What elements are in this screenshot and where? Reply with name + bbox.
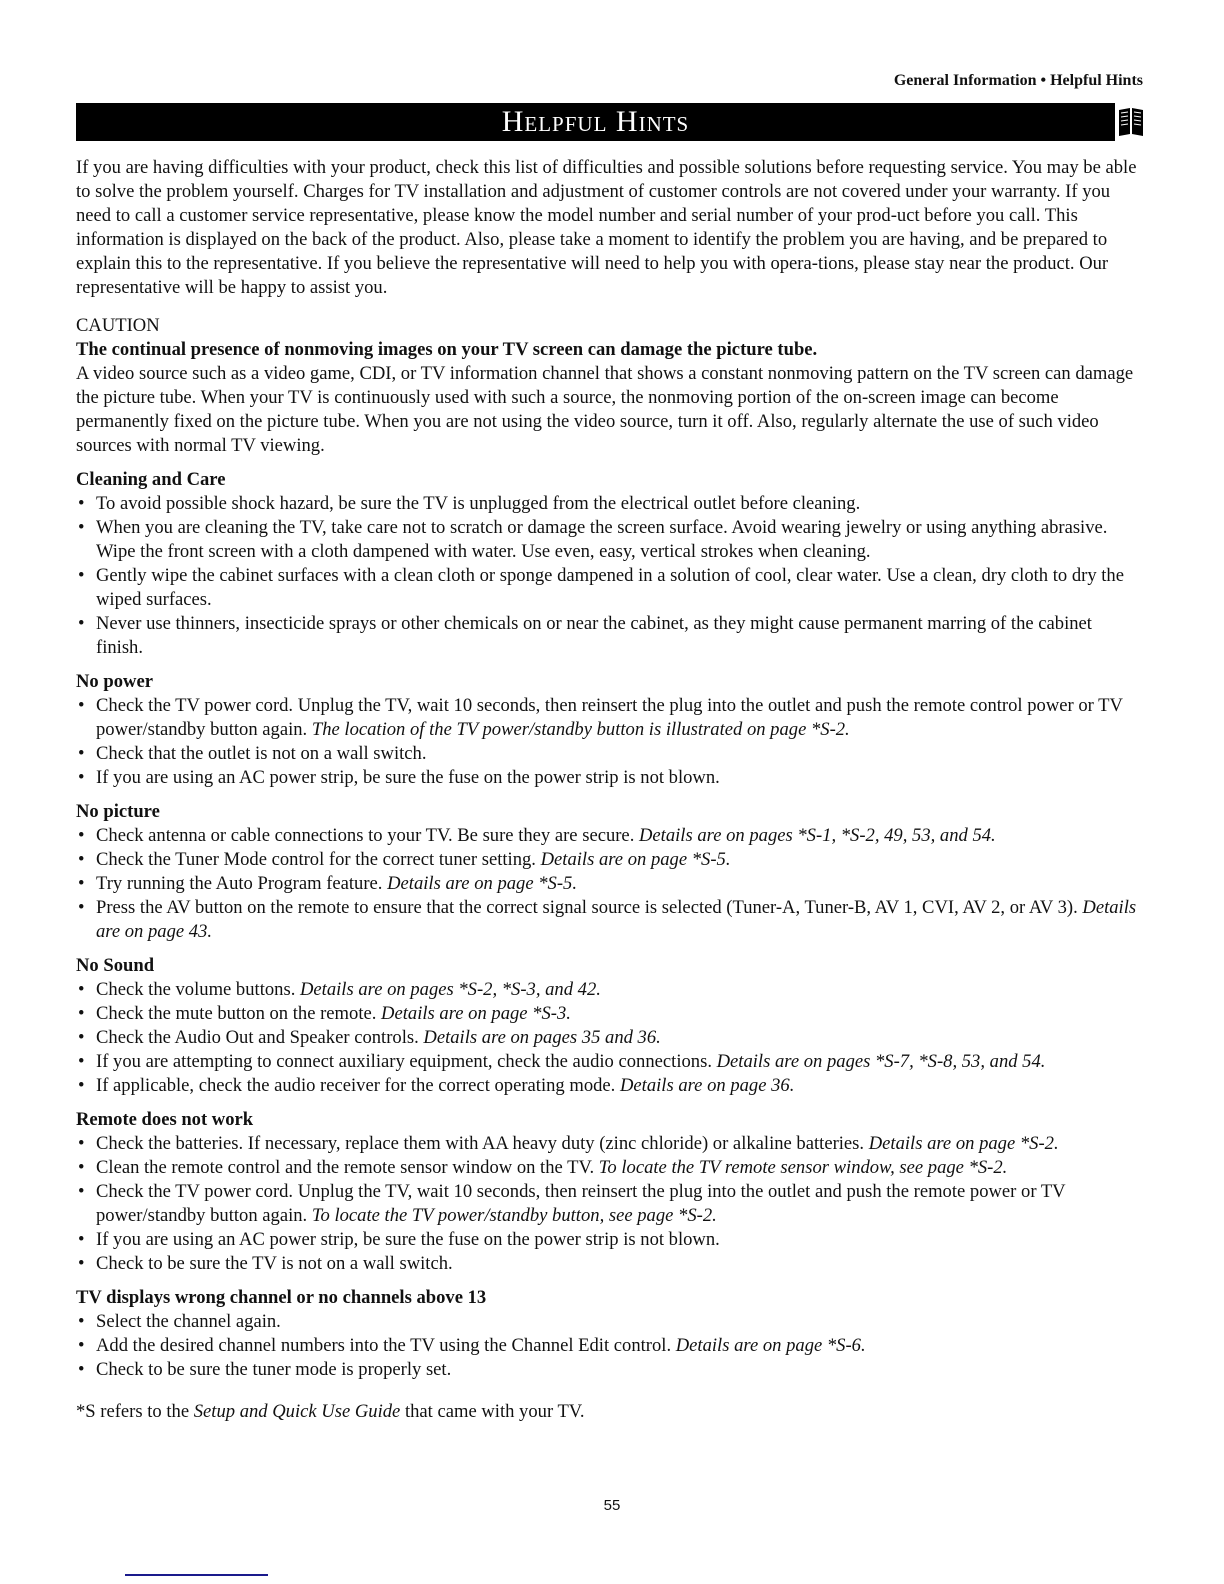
list-item xyxy=(76,978,1142,1002)
footnote-prefix: *S refers to the xyxy=(76,1401,190,1422)
list-item xyxy=(76,564,1142,612)
caution-section xyxy=(76,314,1142,458)
item-text: Check that the outlet is not on a wall switch. xyxy=(96,743,427,764)
list-item xyxy=(76,848,1142,872)
list-item xyxy=(76,742,1142,766)
section-heading: TV displays wrong channel or no channels above 13 xyxy=(76,1287,487,1308)
section xyxy=(76,800,1142,944)
bullet-list xyxy=(76,694,1142,790)
item-text: Check the volume buttons. xyxy=(96,979,296,1000)
list-item xyxy=(76,1228,1142,1252)
item-text: Try running the Auto Program feature. xyxy=(96,873,383,894)
page-reference: Details are on pages *S-2, *S-3, and 42. xyxy=(300,979,601,1000)
bullet-list xyxy=(76,824,1142,944)
footnote-suffix: that came with your TV. xyxy=(404,1401,585,1422)
title-bar xyxy=(76,103,1115,141)
footnote-guide-title: Setup and Quick Use Guide xyxy=(193,1401,401,1422)
page-reference: Details are on pages *S-1, *S-2, 49, 53, and 54. xyxy=(639,825,996,846)
list-item xyxy=(76,1002,1142,1026)
page-reference: Details are on page *S-3. xyxy=(381,1003,571,1024)
page-reference: Details are on page 43. xyxy=(96,897,1137,942)
page-reference: Details are on page 36. xyxy=(619,1075,795,1096)
list-item xyxy=(76,1026,1142,1050)
page-title: Helpful Hints xyxy=(501,105,690,138)
list-item xyxy=(76,1074,1142,1098)
item-text: Clean the remote control and the remote sensor window on the TV. xyxy=(96,1157,595,1178)
item-text: When you are cleaning the TV, take care not to scratch or damage the screen surface. Avoid wearing jewelry or using anything abrasive. Wipe the front screen with a cloth dampened with water. Use even, easy, vertical strokes when cleaning. xyxy=(96,517,1108,562)
bullet-list xyxy=(76,1132,1142,1276)
section-heading: No picture xyxy=(76,801,160,822)
list-item xyxy=(76,694,1142,742)
book-icon xyxy=(1118,106,1144,138)
section xyxy=(76,468,1142,660)
section xyxy=(76,1108,1142,1276)
page-reference: Details are on page *S-2. xyxy=(868,1133,1059,1154)
list-item xyxy=(76,1358,1142,1382)
list-item xyxy=(76,492,1142,516)
item-text: Check the TV power cord. Unplug the TV, wait 10 seconds, then reinsert the plug into the outlet and push the remote control power or TV power/standby button again. xyxy=(96,695,1123,740)
item-text: Add the desired channel numbers into the TV using the Channel Edit control. xyxy=(96,1335,672,1356)
item-text: Never use thinners, insecticide sprays or other chemicals on or near the cabinet, as they might cause permanent marring of the cabinet finish. xyxy=(96,613,1092,658)
item-text: Select the channel again. xyxy=(96,1311,281,1332)
page-reference: The location of the TV power/standby button is illustrated on page *S-2. xyxy=(311,719,850,740)
list-item xyxy=(76,1310,1142,1334)
list-item xyxy=(76,1334,1142,1358)
item-text: If you are using an AC power strip, be sure the fuse on the power strip is not blown. xyxy=(96,1229,720,1250)
item-text: Check the TV power cord. Unplug the TV, wait 10 seconds, then reinsert the plug into the outlet and push the remote power or TV power/standby button again. xyxy=(96,1181,1066,1226)
page-reference: Details are on page *S-5. xyxy=(540,849,731,870)
page-reference: To locate the TV power/standby button, see page *S-2. xyxy=(311,1205,717,1226)
list-item xyxy=(76,1132,1142,1156)
item-text: If applicable, check the audio receiver for the correct operating mode. xyxy=(96,1075,616,1096)
list-item xyxy=(76,896,1142,944)
caution-text: A video source such as a video game, CDI, or TV information channel that shows a constant nonmoving pattern on the TV screen can damage the picture tube. When your TV is continuously used with such a source, the nonmoving portion of the on-screen image can become permanently fixed on the picture tube. When you are not using the video source, turn it off. Also, regularly alternate the use of such video sources with normal TV viewing. xyxy=(76,363,1134,456)
running-head: General Information • Helpful Hints xyxy=(893,72,1143,89)
list-item xyxy=(76,824,1142,848)
bullet-list xyxy=(76,1310,1142,1382)
item-text: Check the Tuner Mode control for the correct tuner setting. xyxy=(96,849,536,870)
caution-heading: CAUTION xyxy=(76,315,160,336)
bullet-list xyxy=(76,492,1142,660)
document-body xyxy=(76,156,1142,1424)
page-reference: To locate the TV remote sensor window, see page *S-2. xyxy=(598,1157,1008,1178)
item-text: To avoid possible shock hazard, be sure the TV is unplugged from the electrical outlet before cleaning. xyxy=(96,493,861,514)
intro-paragraph: If you are having difficulties with your product, check this list of difficulties and possible solutions before requesting service. You may be able to solve the problem yourself. Charges for TV installation and adjustment of customer controls are not covered under your warranty. If you need to call a customer service representative, please know the model number and serial number of your prod-uct before you call. This information is displayed on the back of the product. Also, please take a moment to identify the problem you are having, and be prepared to explain this to the representative. If you believe the representative will need to help you with opera-tions, please stay near the product. Our representative will be happy to assist you. xyxy=(76,157,1137,298)
item-text: Check the Audio Out and Speaker controls. xyxy=(96,1027,419,1048)
footnote xyxy=(76,1400,1142,1424)
list-item xyxy=(76,516,1142,564)
list-item xyxy=(76,766,1142,790)
list-item xyxy=(76,872,1142,896)
footer-rule xyxy=(125,1574,268,1576)
page-number: 55 xyxy=(603,1497,621,1514)
item-text: If you are attempting to connect auxiliary equipment, check the audio connections. xyxy=(96,1051,712,1072)
page-reference: Details are on pages 35 and 36. xyxy=(423,1027,661,1048)
list-item xyxy=(76,1156,1142,1180)
list-item xyxy=(76,1180,1142,1228)
page-reference: Details are on pages *S-7, *S-8, 53, and 54. xyxy=(716,1051,1046,1072)
page-reference: Details are on page *S-6. xyxy=(675,1335,866,1356)
page-reference: Details are on page *S-5. xyxy=(387,873,577,894)
list-item xyxy=(76,612,1142,660)
section-heading: Cleaning and Care xyxy=(76,469,226,490)
item-text: Check the batteries. If necessary, replace them with AA heavy duty (zinc chloride) or alkaline batteries. xyxy=(96,1133,865,1154)
caution-warning: The continual presence of nonmoving images on your TV screen can damage the picture tube. xyxy=(76,339,818,360)
section-heading: Remote does not work xyxy=(76,1109,254,1130)
section xyxy=(76,670,1142,790)
item-text: Check to be sure the TV is not on a wall switch. xyxy=(96,1253,453,1274)
section xyxy=(76,954,1142,1098)
item-text: Check to be sure the tuner mode is properly set. xyxy=(96,1359,452,1380)
item-text: If you are using an AC power strip, be sure the fuse on the power strip is not blown. xyxy=(96,767,720,788)
item-text: Check antenna or cable connections to your TV. Be sure they are secure. xyxy=(96,825,635,846)
bullet-list xyxy=(76,978,1142,1098)
section-heading: No Sound xyxy=(76,955,155,976)
list-item xyxy=(76,1050,1142,1074)
list-item xyxy=(76,1252,1142,1276)
item-text: Press the AV button on the remote to ensure that the correct signal source is selected (Tuner-A, Tuner-B, AV 1, CVI, AV 2, or AV 3). xyxy=(96,897,1078,918)
item-text: Check the mute button on the remote. xyxy=(96,1003,377,1024)
item-text: Gently wipe the cabinet surfaces with a clean cloth or sponge dampened in a solution of cool, clear water. Use a clean, dry cloth to dry the wiped surfaces. xyxy=(96,565,1124,610)
section xyxy=(76,1286,1142,1382)
section-heading: No power xyxy=(76,671,153,692)
troubleshooting-sections xyxy=(76,468,1142,1382)
